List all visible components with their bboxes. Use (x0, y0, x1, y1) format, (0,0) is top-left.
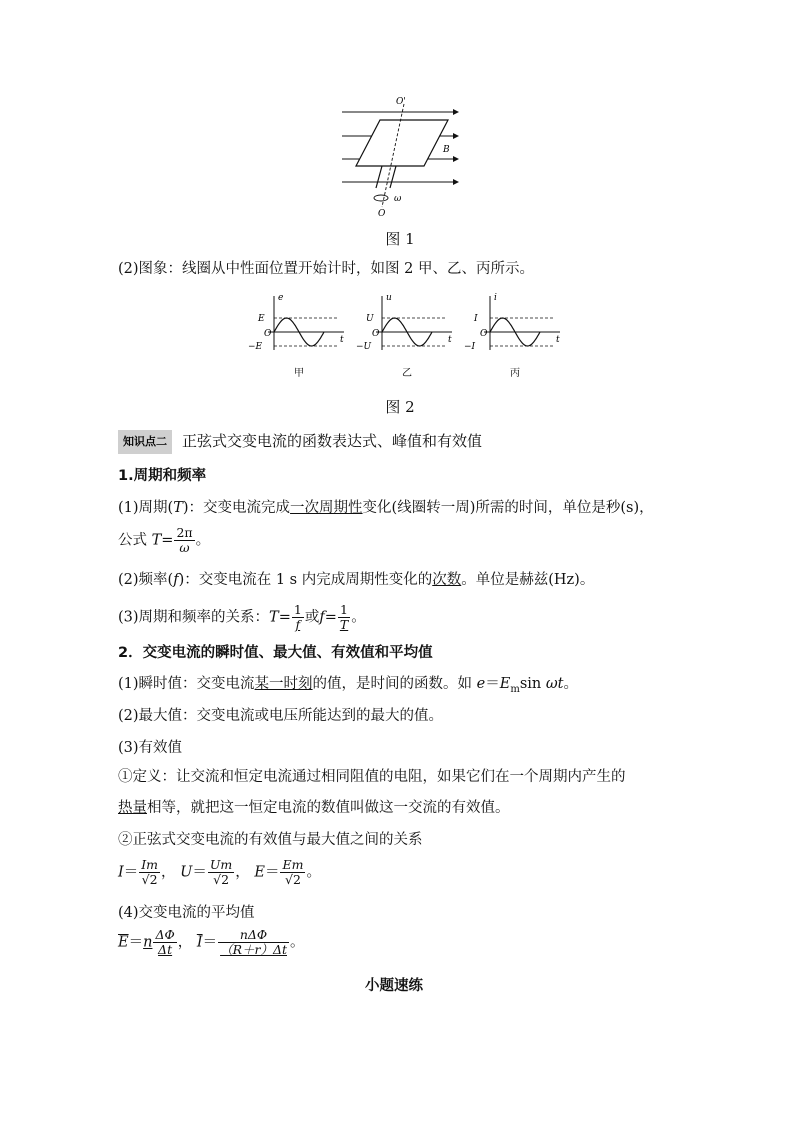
var-T: T (151, 532, 162, 549)
denominator: f (295, 617, 301, 632)
text: (1)瞬时值：交变电流 (118, 676, 255, 692)
fraction-1-f (292, 603, 304, 632)
fraction-1-T (338, 603, 350, 632)
panel-label: 乙 (402, 368, 412, 379)
para-relation-effective: ②正弦式交变电流的有效值与最大值之间的关系 (118, 832, 423, 848)
var-I: I (118, 864, 124, 881)
var-E: E (254, 864, 265, 881)
var-I-bar: $\overline{I}$ (196, 934, 203, 951)
label-o-top: O' (396, 97, 406, 107)
para-average: (4)交变电流的平均值 (118, 905, 255, 921)
var-f: f (319, 609, 325, 626)
text: 的值，是时间的函数。如 (312, 676, 477, 692)
axis-label-y: i (494, 293, 497, 303)
figure-1-caption: 图 1 (385, 230, 415, 248)
text: 。 (306, 864, 321, 881)
subscript: m (510, 683, 520, 695)
denominator: √2 (213, 872, 230, 887)
min-label: −U (356, 342, 372, 352)
para-frequency (118, 569, 594, 591)
text: (2)频率( (118, 572, 174, 588)
origin-label: O (264, 329, 272, 339)
denominator: √2 (141, 872, 158, 887)
para-average-formulas (118, 928, 305, 957)
var-T: T (269, 609, 279, 626)
var-f: f (173, 572, 179, 588)
origin-label: O (480, 329, 488, 339)
text: ＝ (264, 864, 280, 881)
para-definition: ①定义：让交流和恒定电流通过相同阻值的电阻，如果它们在一个周期内产生的 (118, 769, 626, 785)
figure-2-caption: 图 2 (385, 398, 415, 416)
denominator: T (339, 617, 349, 632)
rotation-arrow (374, 195, 388, 201)
label-b: B (443, 145, 450, 155)
var-E-bar: $\overline{E}$ (118, 934, 129, 951)
max-label: U (366, 314, 374, 324)
var-omega-t: ωt (545, 676, 564, 692)
text: 。 (195, 532, 211, 549)
text: )：交变电流在 1 s 内完成周期性变化的 (178, 572, 433, 588)
axis-label-y: e (278, 293, 284, 303)
text: 变化(线圈转一周)所需的时间，单位是秒(s)， (362, 500, 654, 516)
underlined-answer: 某一时刻 (254, 676, 313, 692)
underlined-answer: 一次周期性 (290, 500, 363, 516)
text: ＝ (202, 934, 218, 951)
section-tag: 知识点二 (118, 430, 172, 454)
fraction-Em-sqrt2 (280, 858, 305, 887)
numerator: 1 (293, 602, 302, 617)
para-period (118, 497, 654, 519)
min-label: −I (464, 342, 476, 352)
label-o-bottom: O (378, 209, 386, 219)
text: 公式 (118, 532, 152, 549)
panel-label: 甲 (294, 368, 304, 379)
text: sin (519, 676, 546, 692)
numerator: 1 (338, 603, 350, 618)
para-instantaneous (118, 673, 578, 701)
text: ＝ (485, 676, 500, 692)
numerator: Um (209, 857, 233, 872)
text: (3)周期和频率的关系： (118, 609, 270, 626)
text: 相等，就把这一恒定电流的数值叫做这一交流的有效值。 (147, 800, 510, 816)
heading-period-frequency: 1.周期和频率 (118, 468, 207, 484)
numerator: Im (141, 857, 159, 872)
footer-practice: 小题速练 (365, 978, 423, 994)
text: ＝ (192, 864, 207, 881)
denominator: ω (179, 540, 190, 555)
para-effective: (3)有效值 (118, 740, 183, 756)
fraction-dphi-dt (153, 928, 176, 957)
origin-label: O (372, 329, 380, 339)
var-T: T (173, 500, 183, 516)
denominator: Δt (158, 942, 173, 957)
text: 。 (290, 934, 305, 951)
text: 。单位是赫兹(Hz)。 (461, 572, 595, 588)
figure-2-intro: (2)图象：线圈从中性面位置开始计时，如图 2 甲、乙、丙所示。 (118, 261, 534, 277)
figure-2-waveforms (244, 290, 560, 382)
label-omega: ω (394, 194, 402, 204)
section-title: 正弦式交变电流的函数表达式、峰值和有效值 (182, 432, 483, 450)
text: = (324, 609, 337, 626)
axis-label-t: t (340, 335, 344, 345)
axis-label-y: u (386, 293, 392, 303)
text: ＝ (128, 934, 144, 951)
numerator: 2π (176, 525, 193, 540)
max-label: E (258, 314, 265, 324)
axis-label-t: t (556, 335, 560, 345)
fraction-average-current (218, 928, 289, 957)
text: (1)周期( (118, 500, 174, 516)
underlined-answer: 热量 (118, 800, 147, 816)
text: = (278, 609, 291, 626)
text: 。 (351, 609, 366, 626)
coil-leads (376, 166, 396, 188)
denominator: （R＋r）Δt (220, 942, 287, 957)
para-maximum: (2)最大值：交变电流或电压所能达到的最大的值。 (118, 708, 444, 724)
para-definition-cont (118, 797, 510, 819)
var-e: e (476, 676, 486, 692)
underlined-answer: 次数 (432, 572, 462, 588)
var-n: n (143, 934, 153, 951)
fraction-2pi-omega (174, 526, 194, 555)
fraction-Im-sqrt2 (139, 858, 160, 887)
heading-values: 2．交变电流的瞬时值、最大值、有效值和平均值 (118, 645, 433, 661)
text: 。 (563, 676, 579, 692)
text: ， (235, 864, 250, 881)
section-header (118, 430, 482, 454)
text: = (161, 532, 174, 549)
para-period-formula (118, 526, 210, 555)
numerator: nΔΦ (218, 928, 289, 943)
var-U: U (180, 864, 193, 881)
para-relation (118, 603, 366, 632)
fraction-Um-sqrt2 (208, 858, 234, 887)
para-effective-formulas (118, 858, 321, 887)
numerator: ΔΦ (155, 927, 175, 942)
axis-label-t: t (448, 335, 452, 345)
text: )：交变电流完成 (182, 500, 291, 516)
text: ， (177, 934, 193, 951)
text: ＝ (123, 864, 139, 881)
text: 或 (304, 609, 320, 626)
var-E: E (499, 676, 511, 692)
figure-1-coil-diagram (330, 92, 470, 222)
max-label: I (474, 314, 478, 324)
denominator: √2 (285, 872, 301, 887)
numerator: Em (282, 857, 304, 872)
text: ， (161, 864, 176, 881)
panel-label: 丙 (510, 368, 520, 379)
min-label: −E (248, 342, 263, 352)
